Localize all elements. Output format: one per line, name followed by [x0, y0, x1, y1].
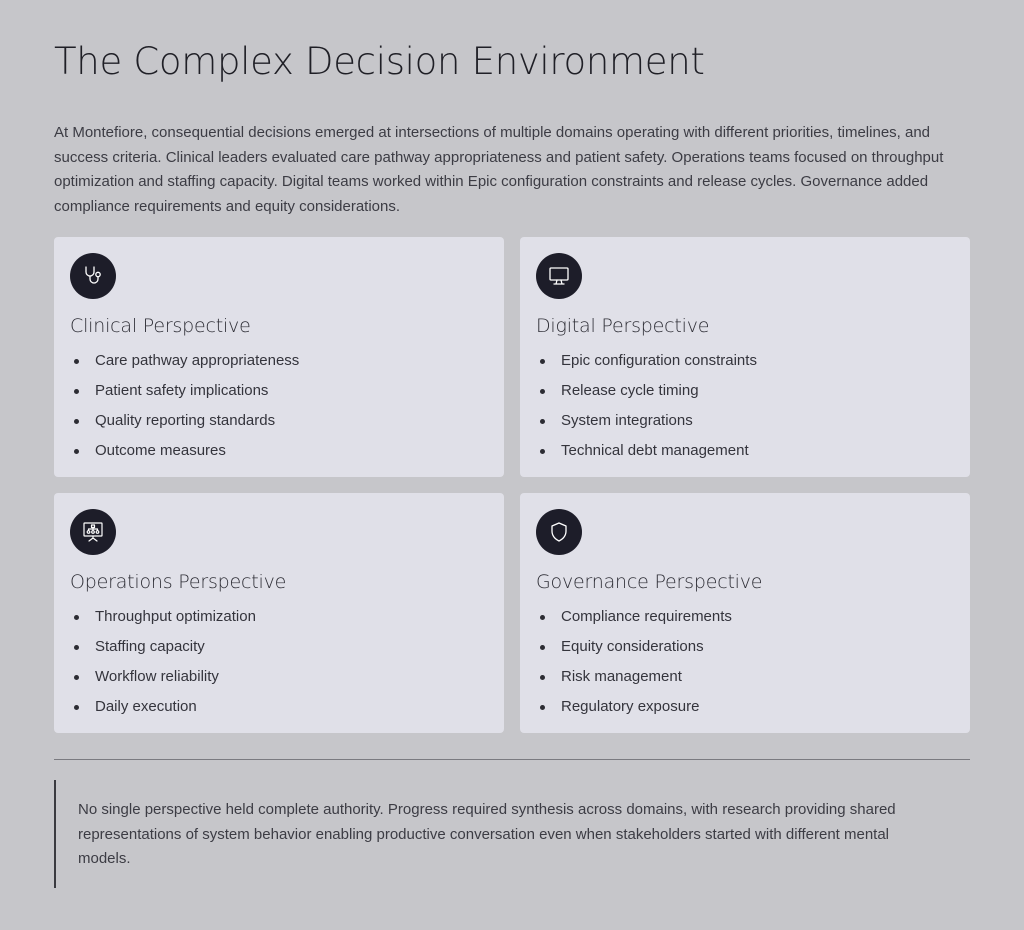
list-item: Risk management — [536, 662, 954, 692]
list-item: Compliance requirements — [536, 602, 954, 632]
list-item: Care pathway appropriateness — [70, 346, 488, 376]
page-title: The Complex Decision Environment — [54, 40, 705, 83]
presentation-icon — [70, 509, 116, 555]
list-item: Patient safety implications — [70, 376, 488, 406]
callout-text: No single perspective held complete authority. Progress required synthesis across domains, with research providing shared representations of system behavior enabling productive conversation even when stakeholders started with different mental models. — [78, 801, 896, 868]
section-divider — [54, 759, 970, 760]
card-title: Governance Perspective — [536, 571, 763, 593]
list-item: Release cycle timing — [536, 376, 954, 406]
stethoscope-icon — [70, 253, 116, 299]
list-item: Outcome measures — [70, 436, 488, 466]
card-list — [70, 602, 488, 722]
card-list — [70, 346, 488, 466]
card-list — [536, 346, 954, 466]
operations-perspective-card — [54, 493, 504, 733]
perspective-grid — [54, 237, 970, 733]
card-title: Digital Perspective — [536, 315, 710, 337]
list-item: Quality reporting standards — [70, 406, 488, 436]
list-item: System integrations — [536, 406, 954, 436]
list-item: Throughput optimization — [70, 602, 488, 632]
list-item: Staffing capacity — [70, 632, 488, 662]
monitor-icon — [536, 253, 582, 299]
governance-perspective-card — [520, 493, 970, 733]
card-list — [536, 602, 954, 722]
shield-icon — [536, 509, 582, 555]
card-title: Operations Perspective — [70, 571, 287, 593]
list-item: Regulatory exposure — [536, 692, 954, 722]
digital-perspective-card — [520, 237, 970, 477]
list-item: Workflow reliability — [70, 662, 488, 692]
callout-quote — [54, 780, 970, 888]
clinical-perspective-card — [54, 237, 504, 477]
intro-paragraph: At Montefiore, consequential decisions emerged at intersections of multiple domains operating with different priorities, timelines, and success criteria. Clinical leaders evaluated care pathway appropriateness and patient safety. Operations teams focused on throughput optimization and staffing capacity. Digital teams worked within Epic configuration constraints and release cycles. Governance added compliance requirements and equity considerations. — [54, 124, 944, 215]
card-title: Clinical Perspective — [70, 315, 251, 337]
list-item: Epic configuration constraints — [536, 346, 954, 376]
list-item: Daily execution — [70, 692, 488, 722]
list-item: Equity considerations — [536, 632, 954, 662]
list-item: Technical debt management — [536, 436, 954, 466]
